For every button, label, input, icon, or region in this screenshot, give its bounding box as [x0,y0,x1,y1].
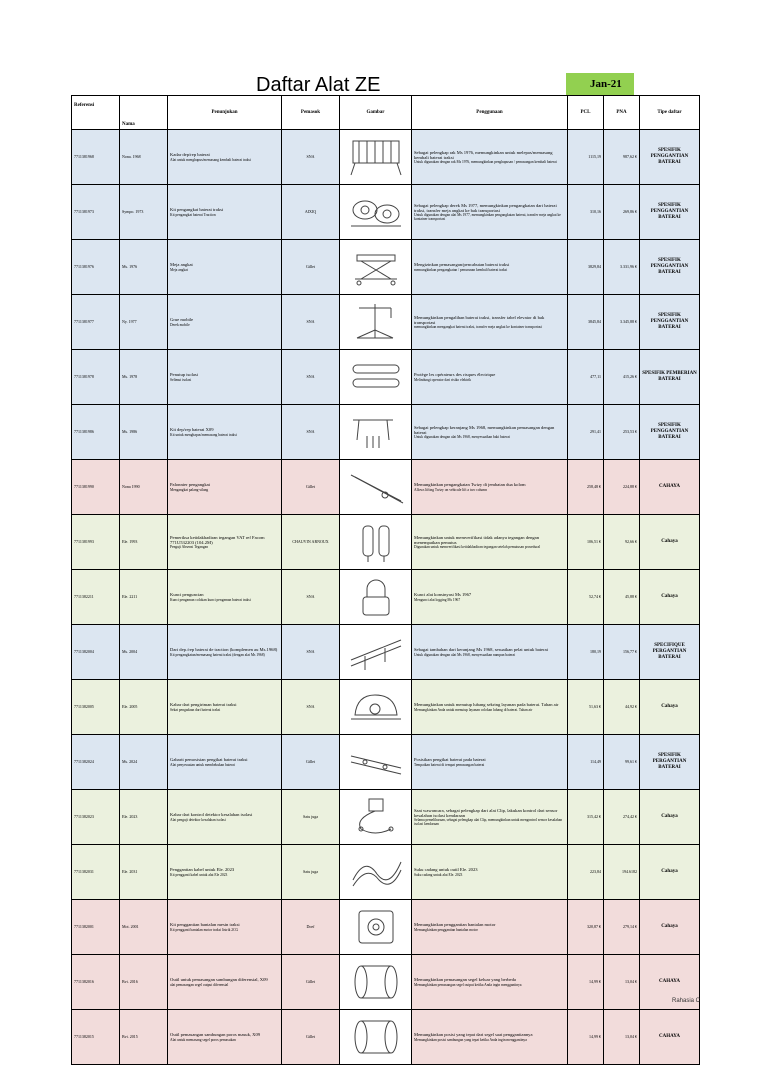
cell-gambar [340,735,412,790]
penunjukan-line-1: Kit pengangkat baterai traksi [170,207,224,213]
cell-nama: Mot. 2001 [120,900,168,955]
cell-gambar [340,240,412,295]
cell-pcl: 14,99 € [568,955,604,1010]
bearing-kit-icon [345,905,407,949]
cell-gambar [340,460,412,515]
cell-penunjukan [168,515,282,570]
cell-penggunaan [412,680,568,735]
cell-referensi: 7711382004 [72,625,120,680]
bracket-kit-icon [345,410,407,454]
cell-gambar [340,955,412,1010]
cell-tipe: Cahaya [640,570,700,625]
penunjukan-line-1: Dari dep./rep baterai de traction (komplemen au Ms.1968) [170,647,278,653]
penunjukan-line-1: Grue mobile [170,317,194,323]
cell-tipe: CAHAYA [640,955,700,1010]
penggunaan-line-1: Saat wawancara, sebagai pelengkap dari alat Clip, lakukan kontrol dari sensor kesalahan isolasi kendaraan [414,807,558,818]
penunjukan-line-1: Kabar dari pengiriman baterai traksi [170,702,237,708]
tool-table [71,95,700,1065]
cell-pna: 13,04 € [604,955,640,1010]
penunjukan-line-1: Kadar dep/rep baterai [170,152,210,158]
cell-penggunaan [412,845,568,900]
header-referensi: Referensi [72,96,120,130]
cell-pcl: 310,16 [568,185,604,240]
header-pna: PNA [604,96,640,130]
cell-referensi: 7711382005 [72,680,120,735]
cell-pna: 44,92 € [604,680,640,735]
cable-kit-icon [345,850,407,894]
cell-penggunaan [412,790,568,845]
cell-tipe: SPESIFIK PENGGANTIAN BATERAI [640,130,700,185]
penunjukan-line-2: alat pemasangan segel output diferensial [170,982,229,987]
cell-nama: Bvi. 2016 [120,955,168,1010]
table-row [72,680,700,735]
penunjukan-line-1: Penutup isolasi [170,372,198,378]
cell-gambar [340,625,412,680]
cell-pemasok: SNA [282,130,340,185]
cell-penggunaan [412,900,568,955]
penunjukan-line-2: Kit pengganti kabel untuk alat Ele 2023 [170,872,228,877]
cell-referensi: 7711382015 [72,1010,120,1065]
table-row [72,955,700,1010]
cell-tipe: Cahaya [640,845,700,900]
cell-pna: 45,88 € [604,570,640,625]
cell-gambar [340,295,412,350]
cell-pcl: 291,41 [568,405,604,460]
header-penggunaan: Penggunaan [412,96,568,130]
cell-pna: 92,66 € [604,515,640,570]
cell-tipe: Cahaya [640,515,700,570]
table-row [72,130,700,185]
penggunaan-line-2: Selama pemeliharaan, sebagai pelengkap alat Clip, memungkinkan untuk mengontrol sensor kesalahan isolasi kendaraan [414,818,563,827]
cell-penggunaan [412,185,568,240]
penunjukan-line-1: Kit dep/rep baterai X09 [170,427,214,433]
cell-gambar [340,515,412,570]
penggunaan-line-1: Protège les opérateurs des risques électrique [414,372,496,378]
cell-pcl: 223,84 [568,845,604,900]
penggunaan-line-1: Memungkinkan pengalihan baterai traksi, transfer tabel elevator di bak transportasi [414,314,545,325]
cell-penunjukan [168,350,282,405]
penggunaan-line-2: Memungkinkan posisi sambungan yang tepat ketika Anda ingin menggantinya [414,1037,527,1042]
cell-pemasok: AIXIQ [282,185,340,240]
penunjukan-line-1: Penggantian kabel untuk Ele. 2023 [170,867,235,873]
cell-pna: 3.345,88 € [604,295,640,350]
penunjukan-line-2: Meja angkat [170,267,188,272]
cell-penunjukan [168,460,282,515]
cell-penggunaan [412,1010,568,1065]
cell-referensi: 7711382016 [72,955,120,1010]
cell-pcl: 477,11 [568,350,604,405]
seal-sleeve-icon [345,1015,407,1059]
cell-referensi: 7711381968 [72,130,120,185]
penunjukan-line-1: Palonnier pengangkat [170,482,210,488]
cell-gambar [340,130,412,185]
cell-pemasok: SNA [282,405,340,460]
cell-penunjukan [168,680,282,735]
date-badge: Jan-21 [566,73,634,95]
cell-gambar [340,1010,412,1065]
penunjukan-line-2: Derek mobile [170,322,190,327]
cell-penunjukan [168,185,282,240]
penunjukan-line-2: Sekat pengadaan dari baterai traksi [170,707,221,712]
penunjukan-line-2: Kunci pengaman colokan kunci pengaman baterai traksi [170,597,251,602]
padlock-icon [345,575,407,619]
cell-gambar [340,900,412,955]
positioning-gauge-icon [345,740,407,784]
cell-tipe: Cahaya [640,900,700,955]
cell-pcl: 258,48 € [568,460,604,515]
cell-nama: Ms. 2004 [120,625,168,680]
penunjukan-line-2: Mengangkat palang-silang [170,487,209,492]
penggunaan-line-1: Memungkinkan pemasangan segel keluar yang berbeda [414,977,516,983]
cell-pcl: 51,63 € [568,680,604,735]
cell-gambar [340,790,412,845]
penggunaan-line-2: Memungkinkan Anda untuk menutup layanan colokan lubang di baterai. Tahan air [414,707,533,712]
cell-nama: Nona. 1968 [120,130,168,185]
cell-penunjukan [168,955,282,1010]
cell-nama: Nona 1990 [120,460,168,515]
cell-pna: 156,77 € [604,625,640,680]
penunjukan-line-2: Alat penyesuaian untuk membekukan baterai [170,762,235,767]
cell-pemasok: Gillet [282,460,340,515]
cell-penggunaan [412,240,568,295]
penggunaan-line-2: Allows lifting Twizy on vehicule lift a two column [414,487,487,492]
cell-tipe: SPECIFIQUE PERGANTIAN BATERAI [640,625,700,680]
cell-pemasok: SNA [282,570,340,625]
cell-penggunaan [412,515,568,570]
table-row [72,790,700,845]
table-row [72,1010,700,1065]
table-row [72,240,700,295]
cell-pna: 224,88 € [604,460,640,515]
cell-penunjukan [168,240,282,295]
cell-penggunaan [412,625,568,680]
cell-pemasok: Gillet [282,1010,340,1065]
cell-penunjukan [168,405,282,460]
mobile-crane-icon [345,300,407,344]
penggunaan-line-1: Sebagai tambahan dari keranjang Ms 1968, sesuaikan pelat untuk baterai [414,647,548,653]
penunjukan-line-2: Alat untuk menghapus/memasang kembali baterai traksi [170,157,251,162]
table-row [72,185,700,240]
rail-kit-icon [345,630,407,674]
fault-tester-icon [345,795,407,839]
header-gambar: Gambar [340,96,412,130]
cell-tipe: SPESIFIK PENGGANTIAN BATERAI [640,405,700,460]
cell-penunjukan [168,845,282,900]
cell-nama: Ele. 2031 [120,845,168,900]
cell-penunjukan [168,900,282,955]
cell-penggunaan [412,735,568,790]
cell-pna: 13,04 € [604,1010,640,1065]
cell-nama: Ele. 2211 [120,570,168,625]
penunjukan-line-1: Kit penggantian bantalan mesin traksi [170,922,240,928]
table-row [72,460,700,515]
cell-gambar [340,405,412,460]
cell-pna: 3.331,96 € [604,240,640,295]
penunjukan-line-1: Kunci penguncian [170,592,204,598]
penggunaan-line-2: Memungkinkan penggantian bantalan motor [414,927,478,932]
cell-nama: Ele. 1993 [120,515,168,570]
cell-tipe: SPESIFIK PEMBERIAN BATERAI [640,350,700,405]
cell-referensi: 7711382031 [72,845,120,900]
cell-pcl: 320,87 € [568,900,604,955]
cell-referensi: 7711381973 [72,185,120,240]
cell-pemasok: Doef [282,900,340,955]
cell-pcl: 114,49 [568,735,604,790]
cell-referensi: 7711381978 [72,350,120,405]
penunjukan-line-2: Alat untuk memasang segel poros pemasukan [170,1037,236,1042]
penggunaan-line-1: Sebagai pelengkap keranjang Ms 1968, memungkinkan pemasangan dengan baterai [414,424,555,435]
cell-penggunaan [412,295,568,350]
penunjukan-line-1: Gabarit pemosisian pengikat baterai traksi [170,757,248,763]
cell-pna: 269,86 € [604,185,640,240]
table-row [72,570,700,625]
penggunaan-line-1: Memungkinkan posisi yang tepat dari segel saat penggantiannya [414,1032,533,1038]
cell-pemasok: Gillet [282,735,340,790]
header-penunjukan: Penunjukan [168,96,282,130]
cell-pna: 274,42 € [604,790,640,845]
cell-tipe: CAHAYA [640,460,700,515]
penggunaan-line-2: Suku cadang untuk alat Ele. 2023 [414,872,463,877]
voltage-tester-icon [345,520,407,564]
cell-pcl: 3845,84 [568,295,604,350]
lift-table-icon [345,245,407,289]
cell-pcl: 1115,19 [568,130,604,185]
cell-pcl: 52,74 € [568,570,604,625]
cell-gambar [340,845,412,900]
cell-nama: Ele. 2023 [120,790,168,845]
lifting-bar-icon [345,465,407,509]
lifting-kit-icon [345,190,407,234]
cell-pemasok: SNA [282,295,340,350]
cell-tipe: CAHAYA [640,1010,700,1065]
cell-pcl: 315,42 € [568,790,604,845]
cell-referensi: 7711381976 [72,240,120,295]
penunjukan-line-2: Kit pengganti bantalan motor traksi listrik 2CG [170,927,239,932]
table-row [72,625,700,680]
penggunaan-line-2: Memungkinkan pemasangan segel output ketika Anda ingin menggantinya [414,982,522,987]
penggunaan-line-1: Memungkinkan untuk menutup lubang sekring layanan pada baterai. Tahan air [414,702,559,708]
cell-penunjukan [168,735,282,790]
penggunaan-line-1: Memungkinkan untuk memverifikasi tidak adanya tegangan dengan menempatkan pemutus [414,534,540,545]
table-row [72,900,700,955]
cell-penggunaan [412,405,568,460]
cell-pemasok: Satu juga [282,790,340,845]
cell-gambar [340,680,412,735]
cell-referensi: 7711381993 [72,515,120,570]
penggunaan-line-1: Mengizinkan pemasangan/pencabutan baterai traksi [414,262,510,268]
cell-nama: Ms. 2024 [120,735,168,790]
cell-pemasok: SNA [282,350,340,405]
penggunaan-line-2: Tempatkan baterai di tempat pemasangan baterai [414,762,485,767]
header-pemasok: Pemasok [282,96,340,130]
cell-tipe: SPESIFIK PENGGANTIAN BATERAI [640,295,700,350]
cell-penggunaan [412,955,568,1010]
penunjukan-line-1: Pemeriksa ketidakhadiran tegangan VAT ref Facom 771U532203 (104.2M) [170,534,265,545]
cell-penunjukan [168,295,282,350]
page-title: Daftar Alat ZE [256,74,381,96]
penggunaan-line-1: Memungkinkan pengangkatan Twizy di jembatan dua kolom [414,482,526,488]
cell-pna: 99,61 € [604,735,640,790]
seal-sleeve-icon [345,960,407,1004]
cell-pemasok: SNA [282,680,340,735]
header-nama: Nama [120,96,168,130]
cell-nama: Ms. 1978 [120,350,168,405]
cell-pna: 253,53 € [604,405,640,460]
penggunaan-line-2: Digunakan untuk memverifikasi ketidakhadiran tegangan setelah pemutusan prosedural [414,545,541,550]
penggunaan-line-2: Untuk digunakan dengan alat Ms 1977, memungkinkan pengangkatan baterai, transfer meja angkat ke kontainer transportasi [414,213,561,222]
cell-penunjukan [168,625,282,680]
cell-pemasok: Gillet [282,240,340,295]
cell-penunjukan [168,1010,282,1065]
penunjukan-line-1: Kabar dari kontrol detektor kesalahan isolasi [170,812,253,818]
penggunaan-line-2: Mengunci alat logging Ms 1967 [414,597,461,602]
cell-referensi: 7711382211 [72,570,120,625]
penunjukan-line-2: Penguji Absensi Tegangan [170,545,209,550]
cell-penggunaan [412,130,568,185]
cell-penggunaan [412,350,568,405]
cell-pcl: 106,51 € [568,515,604,570]
penunjukan-line-2: Selimut isolasi [170,377,192,382]
cell-referensi: 7711381986 [72,405,120,460]
cell-referensi: 7711382001 [72,900,120,955]
cell-tipe: SPESIFIK PERGANTIAN BATERAI [640,735,700,790]
cell-gambar [340,570,412,625]
cell-nama: Ms. 1976 [120,240,168,295]
cell-pcl: 180,19 [568,625,604,680]
cell-tipe: SPESIFIK PENGGANTIAN BATERAI [640,240,700,295]
cell-pemasok: Gillet [282,955,340,1010]
cell-penunjukan [168,790,282,845]
table-row [72,405,700,460]
cell-pemasok: SNA [282,625,340,680]
cell-referensi: 7711382023 [72,790,120,845]
cell-pna: 194.6182 [604,845,640,900]
cell-pcl: 14,99 € [568,1010,604,1065]
header-tipe: Tipe daftar [640,96,700,130]
table-row [72,845,700,900]
penunjukan-line-1: Meja angkat [170,262,193,268]
cell-tipe: Cahaya [640,680,700,735]
penggunaan-line-2: Untuk digunakan dengan rak Ms 1976, memungkinkan penghapusan / pemasangan kembali baterai [414,160,557,165]
rack-frame-icon [345,135,407,179]
cell-referensi: 7711381977 [72,295,120,350]
cell-referensi: 7711381990 [72,460,120,515]
cell-nama: Bvi. 2015 [120,1010,168,1065]
penggunaan-line-2: Untuk digunakan dengan alat Ms 1968, menyesuaikan baki baterai [414,435,510,440]
table-row [72,515,700,570]
penunjukan-line-1: Outil untuk pemasangan sambungan diferensial, X09 [170,977,268,983]
table-header-row [72,96,700,130]
table-row [72,735,700,790]
penunjukan-line-1: Outil pemasangan sambungan poros masuk, X09 [170,1032,261,1038]
cell-penunjukan [168,130,282,185]
penggunaan-line-1: Kunci alat konsinyasi Ms 1967 [414,592,472,598]
cell-pemasok: CHAUVIN ARNOUX [282,515,340,570]
table-row [72,350,700,405]
cell-gambar [340,350,412,405]
penggunaan-line-1: Suku cadang untuk outil Ele. 2023 [414,867,478,873]
penggunaan-line-2: Melindungi operator dari risiko elektrik [414,377,472,382]
insulation-cover-icon [345,355,407,399]
penunjukan-line-2: Kit pengangkat baterai Traction [170,212,216,217]
cell-gambar [340,185,412,240]
table-row [72,295,700,350]
penunjukan-line-2: Alat penguji detektor kesalahan isolasi [170,817,226,822]
cell-referensi: 7711382024 [72,735,120,790]
cell-pcl: 3829,84 [568,240,604,295]
cell-penunjukan [168,570,282,625]
cell-tipe: SPESIFIK PENGGANTIAN BATERAI [640,185,700,240]
cell-nama: Ms. 1986 [120,405,168,460]
cell-nama: Ele. 2005 [120,680,168,735]
cell-pna: 987,62 € [604,130,640,185]
battery-plug-icon [345,685,407,729]
cell-pna: 415,26 € [604,350,640,405]
penunjukan-line-2: Kit pengangkatan/memasang baterai traksi (dengan alat Ms 1968) [170,652,265,657]
cell-pemasok: Satu juga [282,845,340,900]
cell-penggunaan [412,570,568,625]
penggunaan-line-1: Posisikan pengikat baterai pada baterai [414,757,486,763]
cell-tipe: Cahaya [640,790,700,845]
penggunaan-line-1: Sebagai pelengkap rak Ms 1976, memungkinkan untuk melepas/memasang kembali baterai traksi [414,149,553,160]
cell-pna: 279,14 € [604,900,640,955]
cell-nama: Ny. 1977 [120,295,168,350]
penunjukan-line-2: Kit untuk menghapus/memasang baterai traksi [170,432,237,437]
header-pcl: PCL [568,96,604,130]
cell-nama: Sympo. 1973 [120,185,168,240]
penggunaan-line-2: Untuk digunakan dengan alat Ms 1968, menyesuaikan nampan baterai [414,652,516,657]
cell-penggunaan [412,460,568,515]
penggunaan-line-1: Memungkinkan penggantian bantalan motor [414,922,496,928]
penggunaan-line-2: memungkinkan pengangkatan / penurunan kembali baterai traksi [414,267,508,272]
penggunaan-line-2: memungkinkan mengangkat baterai traksi, transfer meja angkat ke kontainer transportasi [414,325,542,330]
penggunaan-line-1: Sebagai pelengkap derek Ms 1977, memungkinkan pengangkatan dari baterai traksi, transfer meja angkat ke bak transportasi [414,202,557,213]
confidential-footer: Rahasia C [672,998,701,1004]
